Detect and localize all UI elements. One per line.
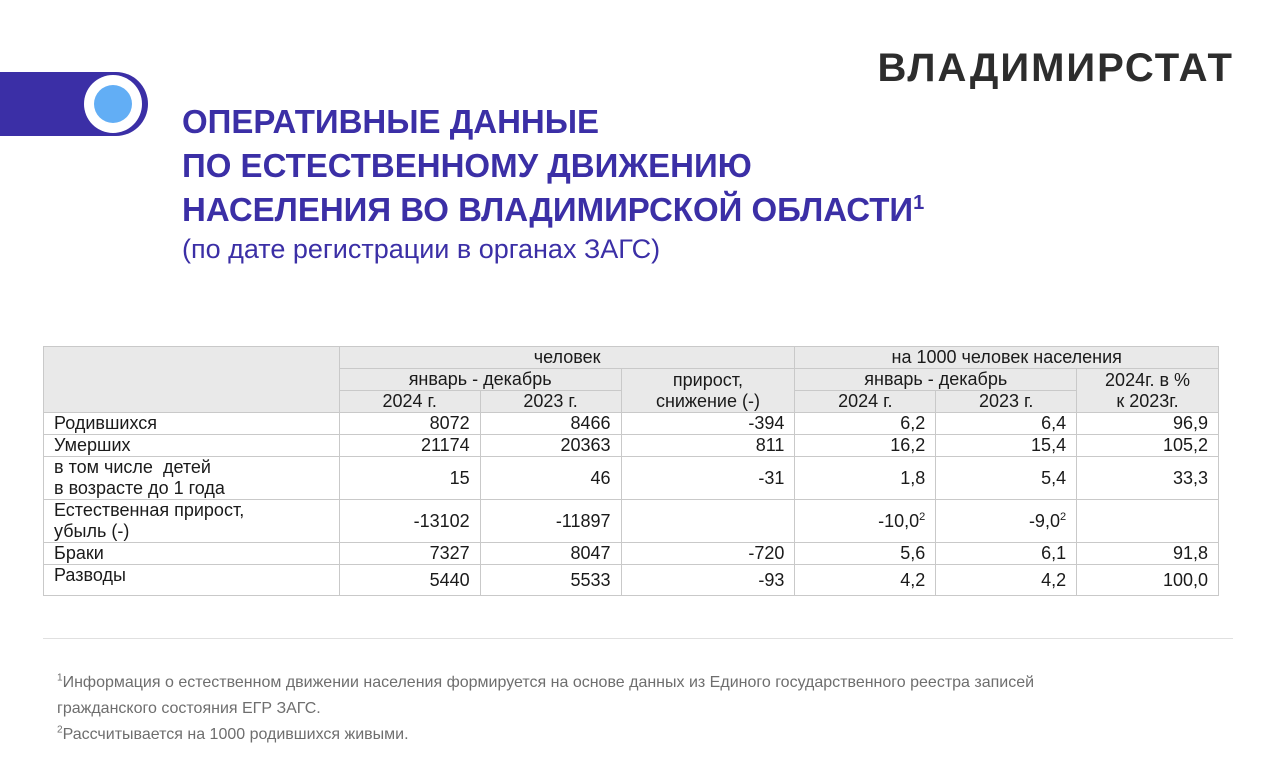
cell-people-2024: 7327 xyxy=(339,543,480,565)
footnote-1-mark: 1 xyxy=(57,672,63,684)
cell-rate-2024-value: -10,0 xyxy=(878,510,920,531)
header-percent xyxy=(1077,369,1219,413)
cell-people-2023: 5533 xyxy=(480,565,621,596)
cell-rate-2024-value: 6,2 xyxy=(900,413,926,433)
table-row xyxy=(44,435,1219,457)
cell-percent: 105,2 xyxy=(1077,435,1219,457)
cell-rate-2024 xyxy=(795,435,936,457)
cell-rate-2024 xyxy=(795,500,936,543)
footnote-1-line-1: Информация о естественном движении населения формируется на основе данных из Единого государственного реестра записей xyxy=(62,674,1035,691)
cell-people-2024: 15 xyxy=(339,457,480,500)
cell-rate-2024-value: 4,2 xyxy=(900,569,926,590)
cell-rate-2023 xyxy=(936,500,1077,543)
page-title xyxy=(182,100,924,232)
table-row xyxy=(44,457,1219,500)
title-line-3 xyxy=(182,188,924,232)
cell-change: -394 xyxy=(621,413,795,435)
accent-dot-icon xyxy=(94,85,132,123)
header-percent-line-2: к 2023г. xyxy=(1116,390,1179,411)
cell-rate-2023 xyxy=(936,435,1077,457)
cell-rate-2024-value: 5,6 xyxy=(900,543,926,563)
footnote-1 xyxy=(57,670,1207,696)
header-rate-2023: 2023 г. xyxy=(936,391,1077,413)
cell-percent: 91,8 xyxy=(1077,543,1219,565)
cell-people-2024: 21174 xyxy=(339,435,480,457)
cell-people-2023: -11897 xyxy=(480,500,621,543)
row-label xyxy=(44,413,340,435)
cell-people-2024: -13102 xyxy=(339,500,480,543)
cell-people-2024: 5440 xyxy=(339,565,480,596)
cell-rate-2024-value: 1,8 xyxy=(900,467,926,488)
cell-rate-2024 xyxy=(795,457,936,500)
cell-percent: 33,3 xyxy=(1077,457,1219,500)
cell-people-2023: 8047 xyxy=(480,543,621,565)
cell-people-2023: 46 xyxy=(480,457,621,500)
cell-percent: 96,9 xyxy=(1077,413,1219,435)
cell-rate-2023 xyxy=(936,565,1077,596)
footnotes xyxy=(57,670,1207,748)
cell-rate-2023 xyxy=(936,543,1077,565)
table-row xyxy=(44,413,1219,435)
cell-rate-2023-value: 6,4 xyxy=(1041,413,1067,433)
header-people: человек xyxy=(339,347,795,369)
table-header-row-1 xyxy=(44,347,1219,369)
header-period-people: январь - декабрь xyxy=(339,369,621,391)
cell-people-2023: 8466 xyxy=(480,413,621,435)
table-row xyxy=(44,500,1219,543)
footnote-mark-2: 2 xyxy=(1059,510,1067,523)
footnote-mark-2: 2 xyxy=(919,510,926,523)
cell-rate-2023-value: 4,2 xyxy=(1041,569,1067,590)
title-line-3-text: НАСЕЛЕНИЯ ВО ВЛАДИМИРСКОЙ ОБЛАСТИ xyxy=(182,191,914,228)
row-label xyxy=(44,457,340,500)
footnote-2-mark: 2 xyxy=(57,724,63,736)
row-label-line-2: убыль (-) xyxy=(54,521,130,541)
statistics-table xyxy=(43,346,1219,596)
footnote-2-text: Рассчитывается на 1000 родившихся живыми. xyxy=(62,726,409,743)
cell-people-2024: 8072 xyxy=(339,413,480,435)
row-label xyxy=(44,500,340,543)
title-footnote-mark: 1 xyxy=(913,192,925,214)
title-line-1: ОПЕРАТИВНЫЕ ДАННЫЕ xyxy=(182,103,600,140)
header-per-1000: на 1000 человек населения xyxy=(795,347,1219,369)
cell-rate-2024 xyxy=(795,543,936,565)
row-label-line-1: Умерших xyxy=(54,435,131,455)
cell-rate-2023-value: 5,4 xyxy=(1041,467,1067,488)
cell-change: -31 xyxy=(621,457,795,500)
header-change-line-1: прирост, xyxy=(672,369,743,390)
header-people-2023: 2023 г. xyxy=(480,391,621,413)
row-label xyxy=(44,435,340,457)
header-people-2024: 2024 г. xyxy=(339,391,480,413)
table-row xyxy=(44,543,1219,565)
cell-change xyxy=(621,500,795,543)
cell-rate-2023-value: 15,4 xyxy=(1031,435,1067,455)
cell-rate-2023-value: -9,0 xyxy=(1028,510,1060,531)
header-percent-line-1: 2024г. в % xyxy=(1105,369,1191,390)
cell-change: -720 xyxy=(621,543,795,565)
row-label-line-2: в возрасте до 1 года xyxy=(54,478,225,498)
row-label-line-1: Естественная прирост, xyxy=(54,500,245,520)
cell-change: 811 xyxy=(621,435,795,457)
header-period-per-1000: январь - декабрь xyxy=(795,369,1077,391)
cell-people-2023: 20363 xyxy=(480,435,621,457)
title-line-2: ПО ЕСТЕСТВЕННОМУ ДВИЖЕНИЮ xyxy=(182,147,752,184)
cell-rate-2024-value: 16,2 xyxy=(890,435,926,455)
cell-percent: 100,0 xyxy=(1077,565,1219,596)
header-change-line-2: снижение (-) xyxy=(655,390,760,411)
cell-rate-2023 xyxy=(936,457,1077,500)
divider xyxy=(43,638,1233,639)
header-rate-2024: 2024 г. xyxy=(795,391,936,413)
footnote-1-continued: гражданского состояния ЕГР ЗАГС. xyxy=(57,700,321,717)
cell-change: -93 xyxy=(621,565,795,596)
cell-rate-2024 xyxy=(795,565,936,596)
row-label-line-1: Родившихся xyxy=(54,413,157,433)
brand-logo: ВЛАДИМИРСТАТ xyxy=(877,46,1234,90)
cell-rate-2024 xyxy=(795,413,936,435)
cell-rate-2023 xyxy=(936,413,1077,435)
cell-percent xyxy=(1077,500,1219,543)
row-label-line-1: Браки xyxy=(54,543,104,563)
row-label-line-1: в том числе детей xyxy=(54,457,211,477)
row-label-line-1: Разводы xyxy=(54,565,126,585)
footnote-2 xyxy=(57,722,1207,748)
header-change xyxy=(621,369,795,413)
cell-rate-2023-value: 6,1 xyxy=(1041,543,1067,563)
page-subtitle: (по дате регистрации в органах ЗАГС) xyxy=(182,234,661,264)
row-label xyxy=(44,565,340,596)
table-row xyxy=(44,565,1219,596)
row-label xyxy=(44,543,340,565)
header-corner-cell xyxy=(44,347,340,413)
